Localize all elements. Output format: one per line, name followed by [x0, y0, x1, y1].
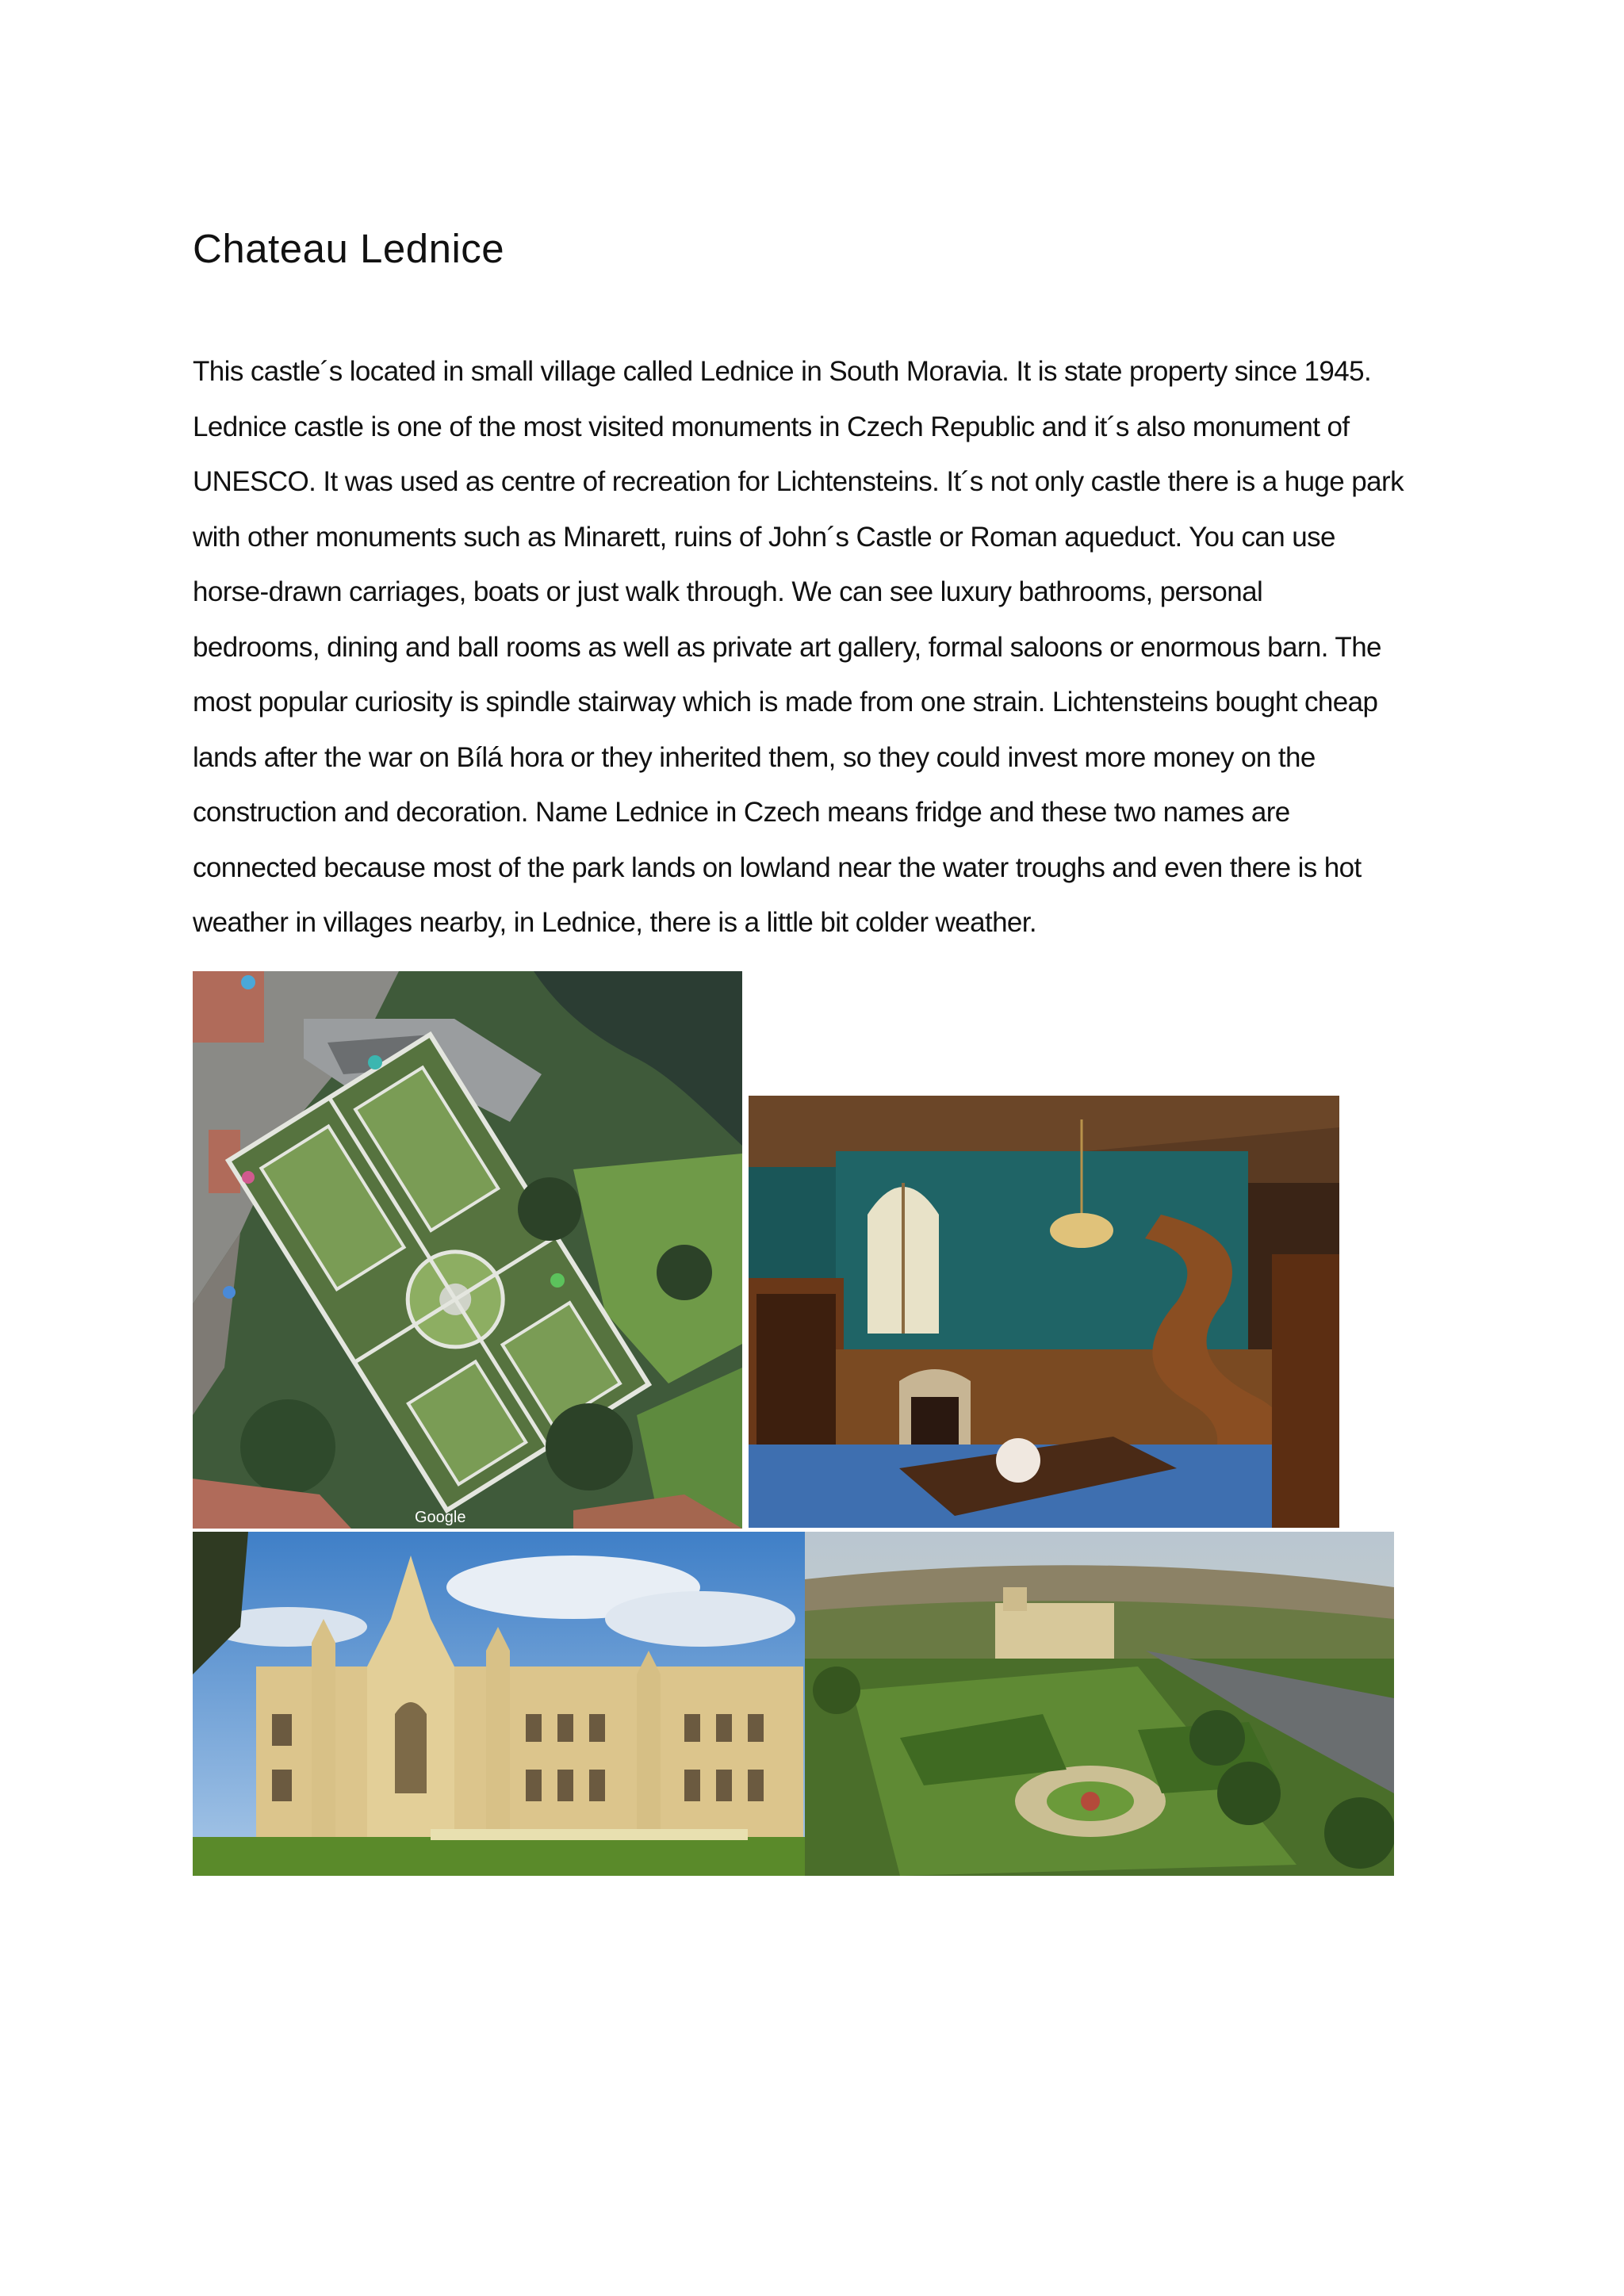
paragraph-line: most popular curiosity is spindle stairway which is made from one strain. Lichtensteins bought cheap [193, 687, 1378, 718]
paragraph-line: This castle´s located in small village called Lednice in South Moravia. It is state property since 1945. [193, 356, 1372, 387]
paragraph-line: UNESCO. It was used as centre of recreation for Lichtensteins. It´s not only castle there is a huge park [193, 466, 1404, 497]
paragraph-line: with other monuments such as Minarett, ruins of John´s Castle or Roman aqueduct. You can use [193, 521, 1335, 553]
paragraph-line: connected because most of the park lands on lowland near the water troughs and even there is hot [193, 851, 1362, 883]
satellite-map-image [193, 971, 742, 1529]
paragraph-line: lands after the war on Bílá hora or they inherited them, so they could invest more money on the [193, 741, 1316, 773]
paragraph-line: weather in villages nearby, in Lednice, there is a little bit colder weather. [193, 907, 1037, 938]
paragraph-line: horse-drawn carriages, boats or just walk through. We can see luxury bathrooms, personal [193, 576, 1263, 607]
body-paragraph [193, 344, 1446, 951]
library-interior-image [749, 1096, 1339, 1528]
map-watermark: Google [415, 1509, 466, 1526]
paragraph-line: bedrooms, dining and ball rooms as well as private art gallery, formal saloons or enormous barn. The [193, 631, 1381, 663]
paragraph-line: construction and decoration. Name Lednice in Czech means fridge and these two names are [193, 797, 1290, 828]
page-title: Chateau Lednice [193, 226, 505, 271]
castle-facade-image [193, 1532, 805, 1876]
aerial-garden-image [805, 1532, 1394, 1876]
paragraph-line: Lednice castle is one of the most visited monuments in Czech Republic and it´s also monument of [193, 411, 1350, 442]
